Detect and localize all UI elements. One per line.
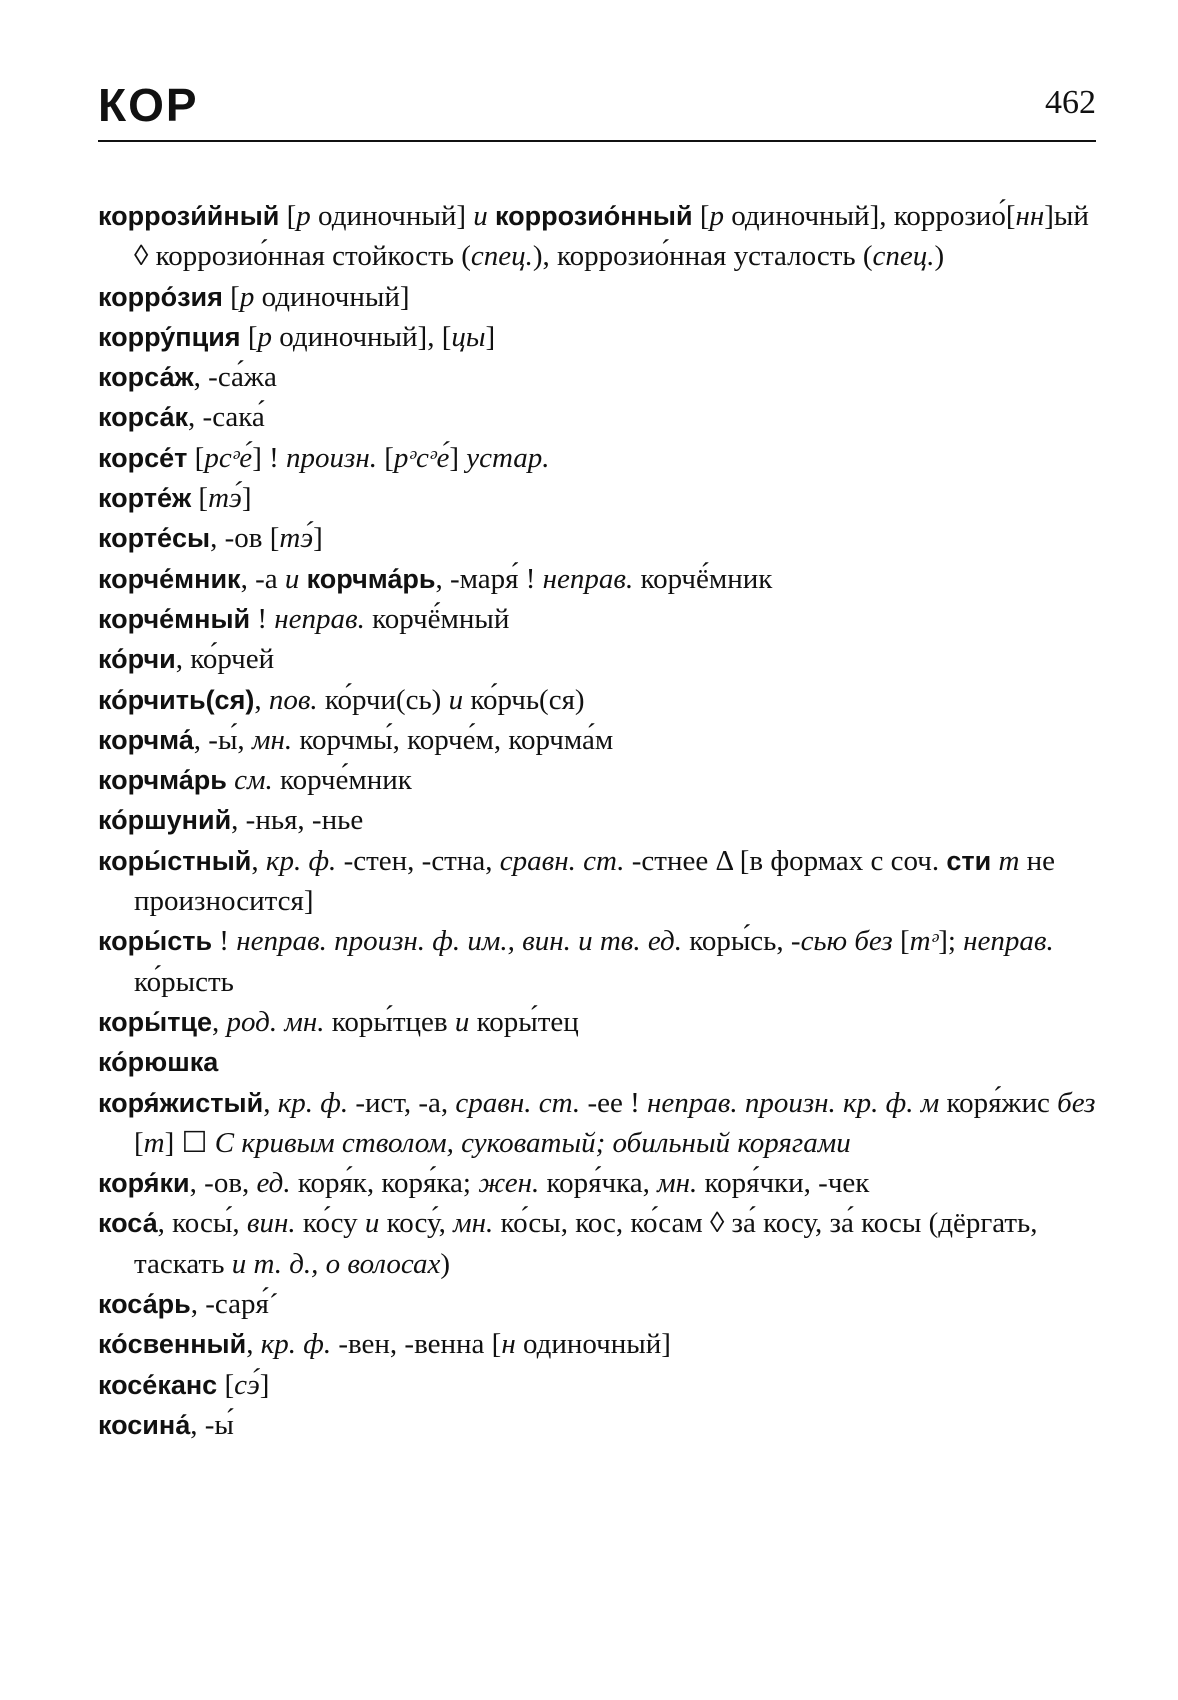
entry-text: -стнее Δ [в формах с соч. bbox=[624, 844, 947, 877]
dictionary-entry bbox=[98, 1284, 1098, 1324]
entry-label: рсᵊе́ bbox=[204, 441, 253, 474]
entry-text: коря́к, коря́ка; bbox=[290, 1167, 479, 1200]
entry-text: коря́чки, -чек bbox=[697, 1167, 870, 1200]
dictionary-entry bbox=[98, 1405, 1098, 1445]
entry-label: жен. bbox=[478, 1167, 540, 1200]
dictionary-entry bbox=[98, 1042, 1098, 1082]
entry-label: неправ. bbox=[542, 562, 634, 595]
entry-label: р bbox=[239, 280, 255, 313]
entry-label: и bbox=[284, 562, 300, 595]
entry-headword: коря́ки bbox=[98, 1168, 190, 1199]
entry-headword: корчма́рь bbox=[306, 563, 436, 594]
entry-text: корчё́мный bbox=[364, 602, 510, 635]
entry-headword: корро́зия bbox=[98, 281, 223, 312]
entry-text: ] bbox=[259, 1368, 270, 1401]
entry-text: ко́сы, кос, ко́сам ◊ за́ косу, за́ косы (дёргать, таскать bbox=[134, 1207, 1038, 1280]
entry-headword: корса́к bbox=[98, 402, 189, 433]
entry-text: , -сака́ bbox=[188, 401, 265, 434]
entry-text: [ bbox=[376, 441, 394, 474]
dictionary-entry bbox=[98, 680, 1098, 720]
entry-label: и bbox=[473, 200, 488, 232]
entry-headword: корте́сы bbox=[98, 523, 211, 554]
dictionary-entry bbox=[98, 397, 1098, 437]
entry-label: тэ́ bbox=[279, 522, 314, 555]
dictionary-entry bbox=[98, 196, 1098, 277]
entry-text: , -са́жа bbox=[193, 361, 277, 394]
entry-text: ]; bbox=[938, 925, 964, 958]
dictionary-entry bbox=[98, 921, 1098, 1002]
entry-label: мн. bbox=[453, 1207, 494, 1240]
entry-text: одиночный], коррозио́[ bbox=[724, 200, 1016, 232]
entry-text: -ист, -а, bbox=[348, 1086, 456, 1119]
entry-label: тᵊ bbox=[909, 925, 939, 958]
entry-text: -ее ! bbox=[580, 1086, 647, 1119]
entry-text: ) bbox=[934, 240, 945, 273]
entry-label: пов. bbox=[268, 683, 318, 716]
entry-text bbox=[488, 200, 495, 232]
entry-text: одиночный] bbox=[254, 280, 410, 313]
entry-label: цы bbox=[451, 320, 486, 353]
entry-headword: корче́мник bbox=[98, 563, 241, 594]
entry-text: ! bbox=[212, 925, 237, 958]
entry-text: ), коррозио́нная усталость ( bbox=[532, 240, 873, 273]
entry-label: С кривым стволом, суковатый; обильный корягами bbox=[214, 1126, 851, 1159]
dictionary-entries bbox=[98, 196, 1098, 1445]
dictionary-entry bbox=[98, 357, 1098, 397]
dictionary-entry bbox=[98, 277, 1098, 317]
entry-label: мн. bbox=[657, 1167, 698, 1200]
entry-text: -вен, -венна [ bbox=[331, 1328, 502, 1361]
entry-text: , bbox=[254, 683, 269, 716]
entry-label: и bbox=[448, 683, 464, 716]
dictionary-entry bbox=[98, 841, 1098, 922]
entry-text: [ bbox=[217, 1368, 235, 1401]
entry-headword: ко́ршуний bbox=[98, 805, 232, 836]
entry-text: , bbox=[251, 844, 266, 877]
entry-text: -стен, -стна, bbox=[336, 844, 500, 877]
entry-text: , bbox=[246, 1328, 261, 1361]
entry-headword: косе́канс bbox=[98, 1369, 218, 1400]
entry-headword: коррози́йный bbox=[98, 201, 280, 231]
entry-text: коры́сь, bbox=[681, 925, 791, 958]
page-number: 462 bbox=[1045, 84, 1096, 121]
entry-label: рᵊсᵊе́ bbox=[393, 441, 450, 474]
entry-text: ]ый ◊ коррозио́нная стойкость ( bbox=[134, 200, 1089, 273]
entry-label: р bbox=[296, 200, 311, 232]
entry-text: ко́рчи(сь) bbox=[317, 683, 449, 716]
entry-label: сравн. ст. bbox=[499, 844, 625, 877]
entry-text: коры́тцев bbox=[324, 1005, 455, 1038]
entry-headword: корру́пция bbox=[98, 321, 241, 352]
entry-text: корчё́мник bbox=[633, 562, 773, 595]
entry-text: [ bbox=[134, 1126, 144, 1159]
entry-label: вин. bbox=[246, 1207, 296, 1240]
entry-label: и bbox=[454, 1005, 470, 1038]
entry-text: [ bbox=[279, 200, 297, 232]
dictionary-entry bbox=[98, 599, 1098, 639]
entry-label: неправ. произн. ф. им., вин. и тв. ед. bbox=[236, 925, 682, 958]
entry-text: корчмы́, корче́м, корчма́м bbox=[292, 723, 614, 756]
entry-label: спец. bbox=[470, 240, 533, 273]
entry-headword: коса́рь bbox=[98, 1289, 191, 1320]
entry-text: ] bbox=[241, 482, 252, 515]
entry-text: , -маря́ ! bbox=[435, 562, 543, 595]
dictionary-entry bbox=[98, 478, 1098, 518]
dictionary-entry bbox=[98, 438, 1098, 478]
entry-text: коря́жис bbox=[939, 1086, 1058, 1119]
entry-text bbox=[299, 563, 306, 595]
entry-label: произн. bbox=[286, 441, 377, 474]
entry-text: косу́, bbox=[379, 1207, 454, 1240]
entry-headword: сти bbox=[946, 845, 992, 876]
entry-text: ] bbox=[313, 522, 323, 555]
entry-text: одиночный], [ bbox=[271, 320, 452, 353]
entry-text: одиночный] bbox=[310, 200, 474, 232]
dictionary-entry bbox=[98, 1083, 1098, 1164]
dictionary-entry bbox=[98, 1203, 1098, 1284]
entry-label: род. мн. bbox=[226, 1005, 325, 1038]
entry-label: неправ. произн. кр. ф. м bbox=[647, 1086, 940, 1119]
entry-text: корче́мник bbox=[272, 764, 412, 797]
dictionary-entry bbox=[98, 559, 1098, 599]
entry-text: , -ов, bbox=[189, 1167, 257, 1200]
dictionary-entry bbox=[98, 639, 1098, 679]
entry-text: , -ы́, bbox=[193, 723, 252, 756]
dictionary-entry bbox=[98, 720, 1098, 760]
entry-text: коры́тец bbox=[469, 1005, 579, 1038]
entry-label: мн. bbox=[251, 723, 293, 756]
entry-text: коря́чка, bbox=[539, 1167, 658, 1200]
dictionary-entry bbox=[98, 800, 1098, 840]
entry-label: и bbox=[364, 1207, 380, 1240]
entry-text: ) bbox=[440, 1247, 451, 1280]
entry-text: ! bbox=[250, 602, 275, 635]
entry-text: , -саря́´ bbox=[190, 1288, 279, 1321]
dictionary-entry bbox=[98, 1324, 1098, 1364]
entry-label: кр. ф. bbox=[265, 844, 337, 877]
entry-headword: корса́ж bbox=[98, 362, 194, 393]
entry-label: тэ́ bbox=[208, 482, 242, 515]
entry-text: ] bbox=[485, 320, 496, 353]
entry-label: н bbox=[501, 1328, 516, 1361]
entry-text: ] ! bbox=[252, 441, 287, 474]
entry-text: , -нья, -нье bbox=[231, 804, 364, 837]
entry-headword: корче́мный bbox=[98, 603, 251, 634]
entry-text: не произносится] bbox=[134, 844, 1056, 918]
entry-label: спец. bbox=[872, 240, 935, 273]
entry-label: и т. д., о волосах bbox=[231, 1247, 441, 1280]
running-headword: КОР bbox=[98, 79, 199, 131]
entry-text: одиночный] bbox=[515, 1328, 671, 1361]
entry-label: кр. ф. bbox=[260, 1328, 332, 1361]
entry-text: , -а bbox=[240, 562, 285, 595]
entry-label: -сью без bbox=[790, 925, 893, 958]
entry-headword: косина́ bbox=[98, 1409, 191, 1440]
entry-text: , ко́рчей bbox=[175, 643, 275, 676]
entry-label: т bbox=[998, 844, 1020, 877]
entry-text: [ bbox=[191, 482, 209, 515]
entry-label: р bbox=[709, 200, 724, 232]
entry-text: [ bbox=[240, 320, 258, 353]
entry-label: нн bbox=[1015, 200, 1045, 232]
entry-headword: ко́рчи bbox=[98, 644, 176, 675]
entry-headword: корте́ж bbox=[98, 483, 192, 514]
entry-label: сравн. ст. bbox=[455, 1086, 581, 1119]
entry-text: , косы́, bbox=[157, 1207, 247, 1240]
dictionary-entry bbox=[98, 518, 1098, 558]
entry-headword: ко́рюшка bbox=[98, 1047, 219, 1078]
entry-text: , -ы́ bbox=[190, 1408, 234, 1441]
entry-headword: корсе́т bbox=[98, 442, 188, 473]
dictionary-entry bbox=[98, 317, 1098, 357]
entry-text: ] ☐ bbox=[164, 1126, 215, 1159]
dictionary-entry bbox=[98, 760, 1098, 800]
entry-label: неправ. bbox=[963, 925, 1054, 958]
entry-headword: коррозио́нный bbox=[495, 201, 693, 231]
entry-text: [ bbox=[692, 200, 710, 232]
entry-label: сэ́ bbox=[234, 1368, 260, 1401]
dictionary-entry bbox=[98, 1163, 1098, 1203]
entry-label: без bbox=[1057, 1086, 1096, 1119]
entry-label: неправ. bbox=[274, 602, 365, 635]
entry-text: [ bbox=[222, 280, 240, 313]
entry-text: [ bbox=[892, 925, 910, 958]
entry-headword: корчма́рь bbox=[98, 765, 227, 796]
entry-headword: ко́рчить(ся) bbox=[98, 684, 255, 715]
entry-headword: коря́жистый bbox=[98, 1087, 264, 1118]
entry-label: кр. ф. bbox=[277, 1086, 349, 1119]
entry-headword: коры́стный bbox=[98, 845, 252, 876]
entry-text: [ bbox=[187, 441, 205, 474]
entry-label: ед. bbox=[256, 1167, 291, 1200]
dictionary-entry bbox=[98, 1002, 1098, 1042]
entry-text: ко́рысть bbox=[134, 965, 234, 998]
entry-label: т bbox=[143, 1126, 165, 1159]
entry-headword: коры́тце bbox=[98, 1006, 213, 1037]
entry-label: устар. bbox=[466, 441, 550, 474]
entry-headword: коса́ bbox=[98, 1208, 158, 1239]
dictionary-entry bbox=[98, 1365, 1098, 1405]
entry-text: , bbox=[263, 1086, 278, 1119]
entry-headword: коры́сть bbox=[98, 926, 213, 957]
entry-text: ко́су bbox=[295, 1207, 365, 1240]
entry-text: ] bbox=[449, 441, 467, 474]
entry-text: , bbox=[212, 1005, 227, 1038]
entry-label: см. bbox=[234, 764, 273, 797]
entry-label: р bbox=[257, 320, 272, 353]
entry-headword: корчма́ bbox=[98, 724, 194, 755]
entry-text: ко́рчь(ся) bbox=[463, 683, 585, 716]
entry-text: , -ов [ bbox=[210, 522, 280, 555]
page-header bbox=[98, 78, 1096, 142]
entry-headword: ко́свенный bbox=[98, 1329, 247, 1360]
